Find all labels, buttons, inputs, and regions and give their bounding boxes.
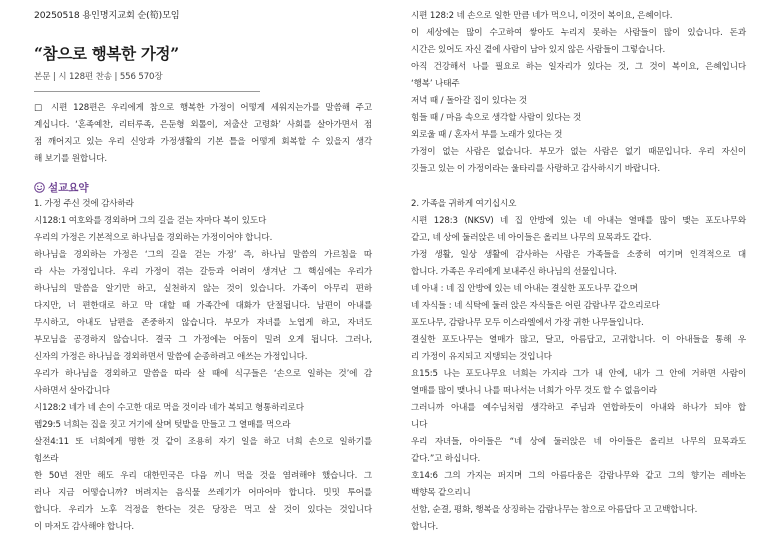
body-line: 힘쓰라	[34, 454, 59, 464]
intro-line: 해 보기를 원합니다.	[34, 154, 107, 164]
body-line: 우리가 하나님을 경외하고 말씀을 따라 살 때에 식구들은 ‘손으로 일하는 것’에 감	[34, 369, 372, 379]
poem-line: 외로울 때 / 혼자서 부를 노래가 있다는 것	[411, 130, 563, 140]
body-line: 호14:6 그의 가지는 퍼지며 그의 아름다움은 감람나무와 같고 그의 향기는 레바논	[411, 471, 746, 481]
body-line: 가정 생활, 일상 생활에 감사하는 사람은 가족들을 소중히 여기며 인격적으로 대	[411, 250, 746, 260]
body-line: 사하면서 살아갑니다	[34, 386, 110, 396]
body-line: 아직 건강해서 나를 필요로 하는 일자리가 있다는 것, 그 것이 복이요, 은혜입니다	[411, 62, 746, 72]
body-line: 같고, 네 상에 둘러앉은 네 아이들은 올리브 나무의 묘목과도 같다.	[411, 233, 652, 243]
body-line: 포도나무, 감람나무 모두 이스라엘에서 가장 귀한 나무들입니다.	[411, 318, 644, 328]
body-line: 선함, 순결, 평화, 행복을 상징하는 감람나무는 참으로 아름답다 고 고백합니다.	[411, 505, 698, 515]
body-line: 결실한 포도나무는 열매가 많고, 달고, 아름답고, 고귀합니다. 이 아내들을 통해 우	[411, 335, 746, 345]
body-line: 합니다.	[411, 522, 439, 532]
body-line: 백향목 같으리니	[411, 488, 471, 498]
body-line: 러나 지금 어떻습니까? 버려지는 음식물 쓰레기가 어마어마 합니다. 밋밋 투어를	[34, 488, 372, 498]
body-line: 렘29:5 너희는 집을 짓고 거기에 살며 텃밭을 만들고 그 열매를 먹으라	[34, 420, 291, 430]
body-line: 시128:1 여호와를 경외하며 그의 길을 걷는 자마다 복이 있도다	[34, 216, 267, 226]
scripture-meta: 본문 | 시 128편 찬송 | 556 570장	[34, 72, 163, 82]
page-title: “참으로 행복한 가정”	[34, 44, 179, 63]
body-line: 라 사는 가정입니다. 우리 가정이 겪는 갈등과 어려이 생겨난 그 핵심에는 우리가	[34, 267, 372, 277]
body-line: 신자의 가정은 하나님을 경외하면서 말씀에 순종하려고 애쓰는 가정입니다.	[34, 352, 308, 362]
section-title: 설교요약	[48, 182, 89, 194]
body-line: 합니다. 우리가 노후 걱정을 한다는 것은 당장은 먹고 살 것이 있다는 것입니다	[34, 505, 372, 515]
date-line: 20250518 용인명지교회 순(筍)모임	[34, 10, 180, 21]
body-line: 하나님을 경외하는 가정은 ‘그의 길을 걷는 가정’ 즉, 하나님 말씀의 가르침을 따	[34, 250, 372, 260]
body-line: 열매를 많이 맺나니 나를 떠나서는 너희가 아무 것도 할 수 없음이라	[411, 386, 657, 396]
smiley-icon	[34, 182, 45, 193]
section-subheading: 2. 가족을 귀하게 여기십시오	[411, 199, 517, 209]
body-line: 그러니까 아내를 예수님처럼 생각하고 주님과 연합하듯이 아내와 하나가 되야 합	[411, 403, 746, 413]
body-line: 하나님의 말씀을 알기만 하고, 실천하지 않는 것이 있습니다. 가족이 아무리 편하	[34, 284, 372, 294]
body-line: 리 가정이 유지되고 지탱되는 것입니다	[411, 352, 552, 362]
body-line: 무시하고, 아내도 남편을 존중하지 않습니다. 부모가 자녀를 노엽게 하고, 자녀도	[34, 318, 372, 328]
intro-line: □ 시편 128편은 우리에게 참으로 행복한 가정이 어떻게 세워지는가를 말씀해 주고	[34, 103, 372, 113]
body-line: 1. 가정 주신 것에 감사하라	[34, 199, 134, 209]
intro-line: 점 깨어지고 있는 우리 신앙과 가정생활의 기본 틀을 어떻게 회복할 수 있을지 생각	[34, 137, 372, 147]
intro-line: 계십니다. ‘혼족예찬, 리터루족, 은둔형 외톨이, 저출산 고령화’ 사회를 살아가면서 점	[34, 120, 372, 130]
body-line: 이 세상에는 많이 수고하여 쌓아도 누리지 못하는 사람들이 많이 있습니다. 돈과	[411, 28, 746, 38]
body-line: 깃들고 있는 이 가정이라는 울타리를 사랑하고 감사하시기 바랍니다.	[411, 164, 660, 174]
body-line: 한 50년 전만 해도 우리 대한민국은 다음 끼니 먹을 것을 염려해야 했습니다. 그	[34, 471, 372, 481]
body-line: 네 아내 : 네 집 안방에 있는 네 아내는 결실한 포도나무 같으며	[411, 284, 638, 294]
body-line: 합니다. 가족은 우리에게 보내주신 하나님의 선물입니다.	[411, 267, 617, 277]
body-line: 우리 자녀들, 아이들은 “네 상에 둘러앉은 네 아이들은 올리브 나무의 묘목과도	[411, 437, 746, 447]
body-line: 시편 128:3 (NKSV) 네 집 안방에 있는 네 아내는 열매를 많이 맺는 포도나무와	[411, 216, 746, 226]
body-line: 같다.”고 하십니다.	[411, 454, 481, 464]
body-line: 부모님을 공경하지 않습니다. 결국 그 가정에는 어둠이 밀려 오게 됩니다. 그러나,	[34, 335, 372, 345]
body-line: 살전4:11 또 너희에게 명한 것 같이 조용히 자기 일을 하고 너희 손으로 일하기를	[34, 437, 372, 447]
poem-line: 힘들 때 / 마음 속으로 생각할 사람이 있다는 것	[411, 113, 582, 123]
poem-title: ‘행복’ 나태주	[411, 79, 460, 89]
body-line: 가정이 없는 사람은 없습니다. 부모가 없는 사람은 없기 때문입니다. 우리 자신이	[411, 147, 746, 157]
body-line: 이 마저도 감사해야 합니다.	[34, 522, 134, 532]
body-line: 다지만, 너 편한대로 하고 막 대할 때 가족간에 대화가 단절됩니다. 남편이 아내를	[34, 301, 372, 311]
body-line: 요15:5 나는 포도나무요 너희는 가지라 그가 내 안에, 내가 그 안에 거하면 사람이	[411, 369, 746, 379]
body-line: 시편 128:2 네 손으로 일한 만큼 네가 먹으니, 이것이 복이요, 은혜이다.	[411, 11, 673, 21]
divider	[34, 91, 260, 92]
body-line: 시128:2 네가 네 손이 수고한 대로 먹을 것이라 네가 복되고 형통하리로다	[34, 403, 304, 413]
poem-line: 저녁 때 / 돌아갈 집이 있다는 것	[411, 96, 528, 106]
body-line: 네 자식들 : 네 식탁에 둘러 앉은 자식들은 어린 감람나무 같으리로다	[411, 301, 660, 311]
section-heading	[34, 180, 89, 195]
body-line: 시간은 있어도 자신 곁에 사람이 남아 있지 않은 사람들이 그렇습니다.	[411, 45, 666, 55]
body-line: 우리의 가정은 기본적으로 하나님을 경외하는 가정이어야 합니다.	[34, 233, 273, 243]
body-line: 니다	[411, 420, 428, 430]
